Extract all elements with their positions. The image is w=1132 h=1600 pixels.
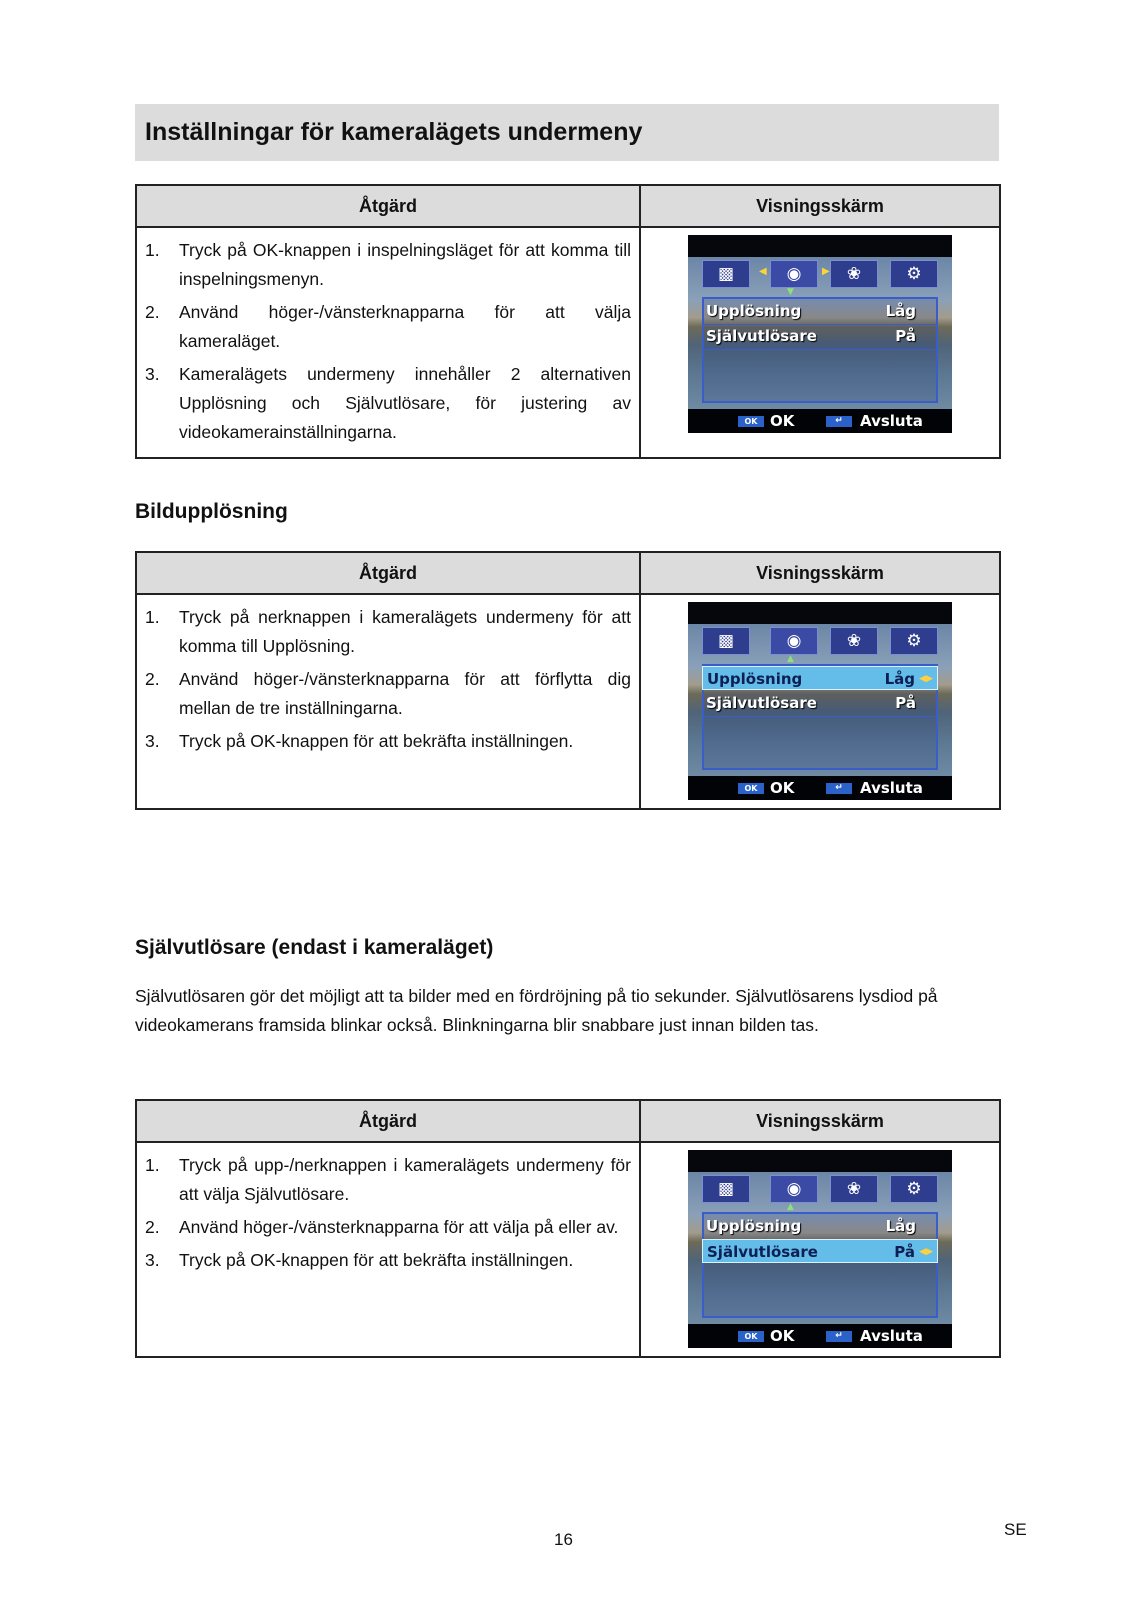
selftimer-row: Självutlösare På <box>702 324 938 348</box>
step-item: 2. Använd höger-/vänsterknapparna för att välja kameraläget. <box>145 302 631 351</box>
step-item: 2. Använd höger-/vänsterknapparna för att välja på eller av. <box>145 1217 619 1237</box>
camera-screen <box>688 235 952 433</box>
left-right-arrow-icon: ◀▶ <box>919 674 933 684</box>
step-item: 1. Tryck på OK-knappen i inspelningsläget för att komma till inspelningsmenyn. <box>145 240 631 289</box>
camera-screen <box>688 1150 952 1348</box>
language-code: SE <box>1004 1520 1027 1539</box>
resolution-row: Upplösning Låg ◀▶ <box>702 666 938 690</box>
action-header: Åtgärd <box>136 552 640 594</box>
video-camera-icon: ▩ <box>702 260 750 288</box>
steps-cell <box>136 594 640 809</box>
palette-icon: ❀ <box>830 1175 878 1203</box>
gear-icon: ⚙ <box>890 1175 938 1203</box>
action-header: Åtgärd <box>136 1100 640 1142</box>
section-title-resolution: Bildupplösning <box>135 500 288 523</box>
video-camera-icon: ▩ <box>702 1175 750 1203</box>
step-list <box>137 1143 639 1285</box>
camera-icon: ◉ <box>770 1175 818 1203</box>
ok-badge: OK <box>738 1331 764 1342</box>
selftimer-row: Självutlösare På ◀▶ <box>702 1239 938 1263</box>
down-arrow-icon: ▼ <box>787 287 794 297</box>
ok-badge: OK <box>738 416 764 427</box>
action-header: Åtgärd <box>136 185 640 227</box>
up-arrow-icon: ▲ <box>787 1202 794 1212</box>
palette-icon: ❀ <box>830 627 878 655</box>
step-list <box>137 595 639 766</box>
up-arrow-icon: ▲ <box>787 654 794 664</box>
back-arrow-icon: ↵ <box>826 783 852 794</box>
camera-footer <box>688 409 952 433</box>
step-item: 1. Tryck på upp-/nerknappen i kameralägets undermeny för att välja Självutlösare. <box>145 1155 631 1204</box>
camera-icon: ◉ <box>770 260 818 288</box>
palette-icon: ❀ <box>830 260 878 288</box>
step-list <box>137 228 639 457</box>
screen-header: Visningsskärm <box>640 552 1000 594</box>
video-camera-icon: ▩ <box>702 627 750 655</box>
ok-label: OK <box>770 779 795 797</box>
resolution-table <box>135 551 1001 810</box>
step-item: 2. Använd höger-/vänsterknapparna för att förflytta dig mellan de tre inställningarna. <box>145 669 631 718</box>
step-item: 3. Tryck på OK-knappen för att bekräfta inställningen. <box>145 1250 574 1270</box>
resolution-row: Upplösning Låg <box>702 1214 938 1238</box>
ok-badge: OK <box>738 783 764 794</box>
step-item: 3. Tryck på OK-knappen för att bekräfta inställningen. <box>145 731 574 751</box>
left-right-arrow-icon: ◀▶ <box>919 1247 933 1257</box>
back-arrow-icon: ↵ <box>826 416 852 427</box>
camera-footer <box>688 776 952 800</box>
camera-submenu-table <box>135 184 1001 459</box>
selftimer-row: Självutlösare På <box>702 691 938 715</box>
steps-cell <box>136 1142 640 1357</box>
selftimer-table <box>135 1099 1001 1358</box>
screen-header: Visningsskärm <box>640 1100 1000 1142</box>
resolution-row: Upplösning Låg <box>702 299 938 323</box>
page-title: Inställningar för kameralägets undermeny <box>145 118 643 146</box>
exit-label: Avsluta <box>860 779 923 797</box>
ok-label: OK <box>770 1327 795 1345</box>
section-header <box>135 104 999 161</box>
exit-label: Avsluta <box>860 412 923 430</box>
screen-cell <box>640 227 1000 458</box>
back-arrow-icon: ↵ <box>826 1331 852 1342</box>
screen-header: Visningsskärm <box>640 185 1000 227</box>
ok-label: OK <box>770 412 795 430</box>
left-arrow-icon: ◀ <box>759 266 767 277</box>
steps-cell <box>136 227 640 458</box>
screen-cell <box>640 1142 1000 1357</box>
camera-icon: ◉ <box>770 627 818 655</box>
selftimer-description: Självutlösaren gör det möjligt att ta bilder med en fördröjning på tio sekunder. Självutlösarens lysdiod på videokamerans framsida blinkar också. Blinkningarna blir snabbare just innan bilden tas. <box>135 986 938 1035</box>
camera-footer <box>688 1324 952 1348</box>
page-number: 16 <box>554 1530 573 1549</box>
right-arrow-icon: ▶ <box>822 266 830 277</box>
gear-icon: ⚙ <box>890 260 938 288</box>
exit-label: Avsluta <box>860 1327 923 1345</box>
step-item: 3. Kameralägets undermeny innehåller 2 alternativen Upplösning och Självutlösare, för justering av videokamerainställningarna. <box>145 364 631 442</box>
camera-screen <box>688 602 952 800</box>
step-item: 1. Tryck på nerknappen i kameralägets undermeny för att komma till Upplösning. <box>145 607 631 656</box>
section-title-selftimer: Självutlösare (endast i kameraläget) <box>135 936 494 959</box>
screen-cell <box>640 594 1000 809</box>
gear-icon: ⚙ <box>890 627 938 655</box>
